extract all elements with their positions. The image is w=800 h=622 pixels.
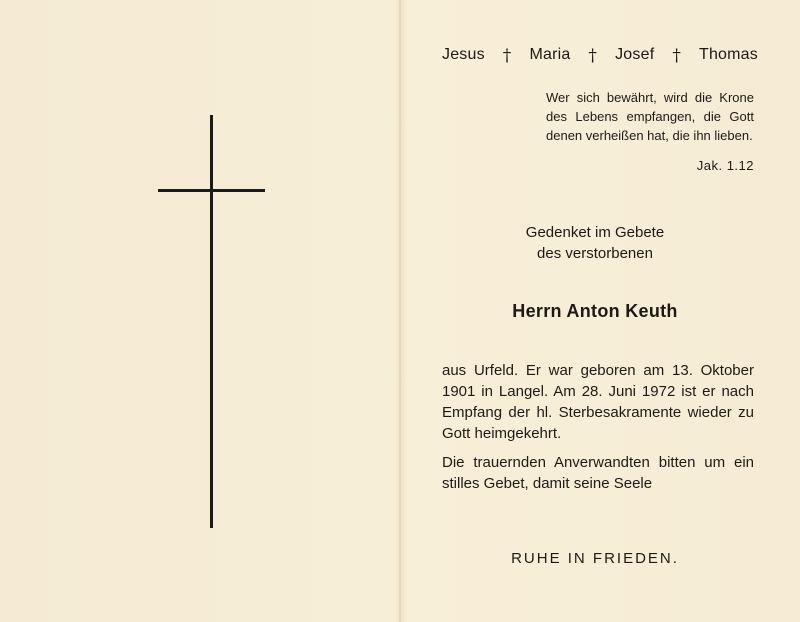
biography <box>442 360 754 502</box>
right-panel <box>400 0 800 622</box>
name-thomas: Thomas <box>698 46 758 63</box>
intro-line-2: des verstorbenen <box>537 245 653 262</box>
holy-names-header <box>442 46 758 66</box>
biography-paragraph-1: aus Urfeld. Er war geboren am 13. Oktober 1901 in Langel. Am 28. Juni 1972 ist er nach Empfang der hl. Sterbesakramente wieder zu Gott heimgekehrt. <box>442 362 754 442</box>
name-jesus: Jesus <box>442 46 485 63</box>
cross-icon-vertical-beam <box>210 115 213 528</box>
intro-text <box>470 222 720 264</box>
name-josef: Josef <box>615 46 655 63</box>
name-maria: Maria <box>529 46 571 63</box>
dagger-icon: † <box>502 46 512 66</box>
closing-line: RUHE IN FRIEDEN. <box>511 550 679 567</box>
dagger-icon: † <box>672 46 682 66</box>
dagger-icon: † <box>588 46 598 66</box>
verse-reference: Jak. 1.12 <box>696 158 754 173</box>
intro-line-1: Gedenket im Gebete <box>525 224 665 241</box>
bible-verse: Wer sich bewährt, wird die Krone des Lebens empfangen, die Gott denen verheißen hat, die ihn lieben. <box>546 90 754 143</box>
deceased-name: Herrn Anton Keuth <box>512 301 678 321</box>
biography-paragraph-2: Die trauernden Anverwandten bitten um ein stilles Gebet, damit seine Seele <box>442 454 754 492</box>
cross-icon-horizontal-beam <box>158 189 265 192</box>
